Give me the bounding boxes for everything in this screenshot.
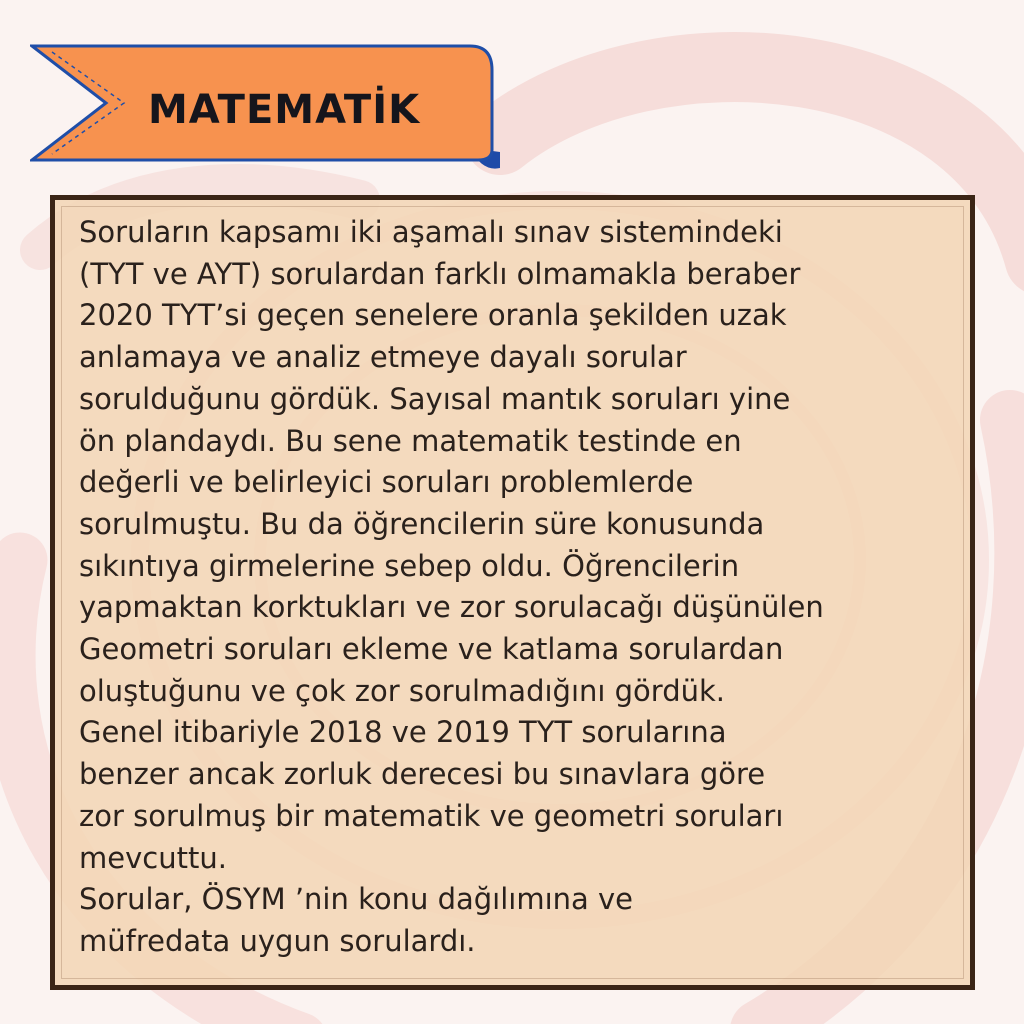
body-text: Soruların kapsamı iki aşamalı sınav sistemindeki (TYT ve AYT) sorulardan farklı olmamakla beraber 2020 TYT’si geçen senelere oranla şekilden uzak anlamaya ve analiz etmeye dayalı sorular sorulduğunu gördük. Sayısal mantık soruları yine ön plandaydı. Bu sene matematik testinde en değerli ve belirleyici soruları problemlerde sorulmuştu. Bu da öğrencilerin süre konusunda sıkıntıya girmelerine sebep oldu. Öğrencilerin yapmaktan korktukları ve zor sorulacağı düşünülen Geometri soruları ekleme ve katlama sorulardan oluştuğunu ve çok zor sorulmadığını gördük. Genel itibariyle 2018 ve 2019 TYT sorularına benzer ancak zorluk derecesi bu sınavlara göre zor sorulmuş bir matematik ve geometri soruları mevcuttu. Sorular, ÖSYM ’nin konu dağılımına ve müfredata uygun sorulardı. — [79, 215, 824, 958]
content-panel — [50, 195, 975, 990]
section-title: MATEMATİK — [148, 87, 421, 133]
